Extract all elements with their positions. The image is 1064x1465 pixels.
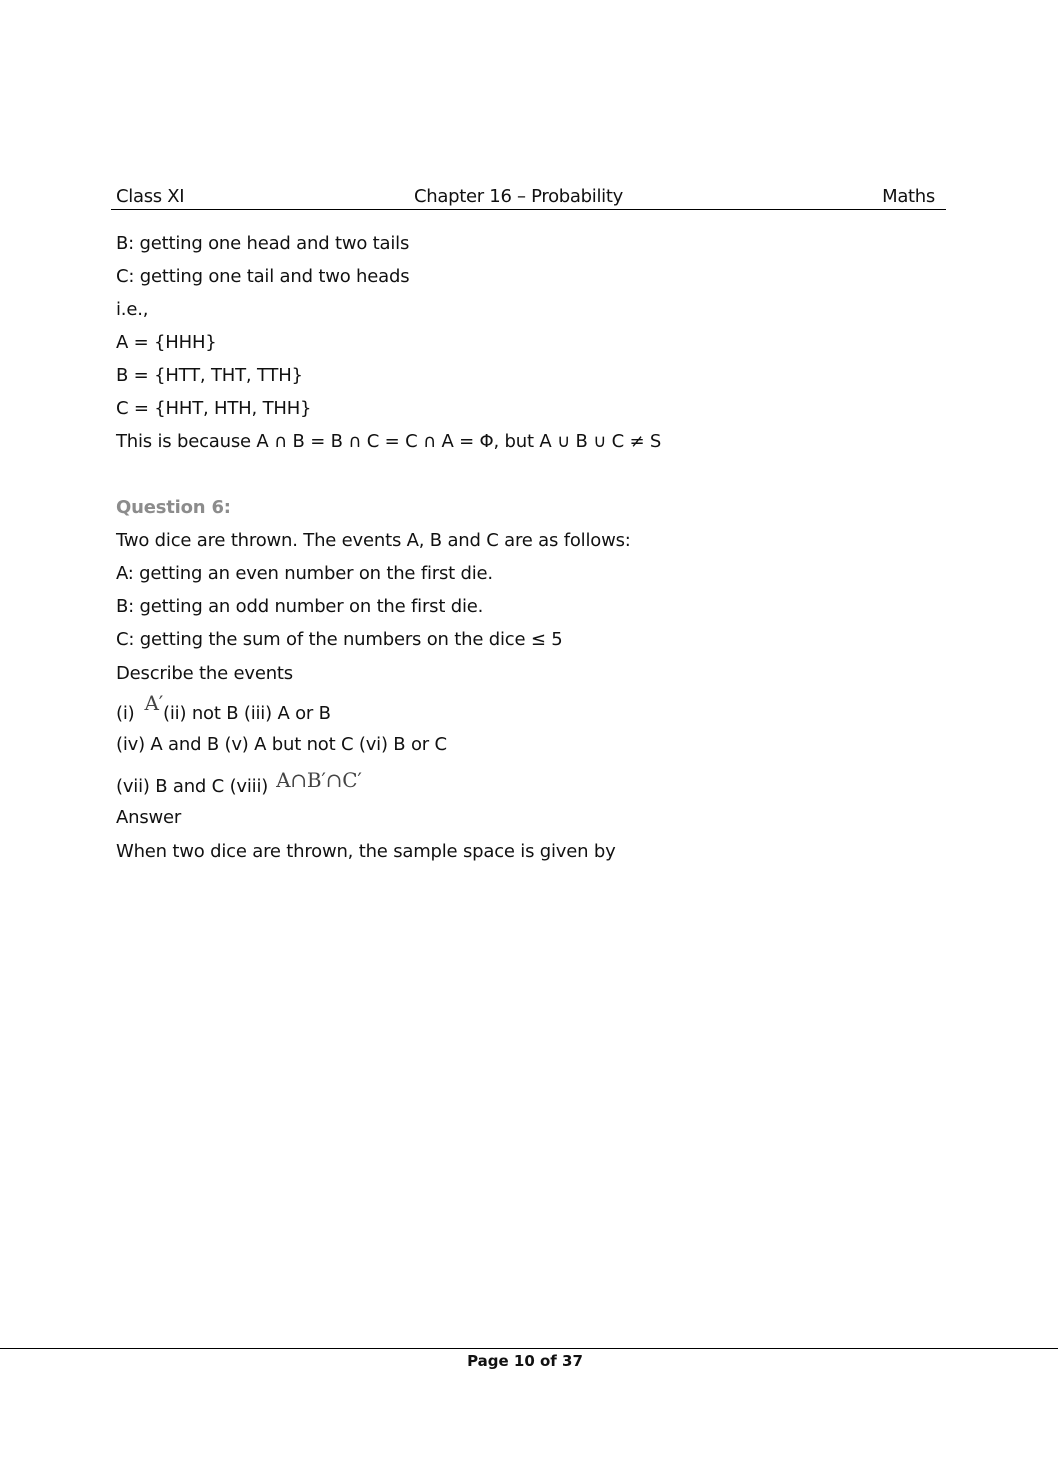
text-line: C: getting one tail and two heads xyxy=(116,266,410,287)
text-line: This is because A ∩ B = B ∩ C = C ∩ A = Φ, but A ∪ B ∪ C ≠ S xyxy=(116,431,662,452)
question-heading: Question 6: xyxy=(116,497,231,518)
header-subject: Maths xyxy=(882,186,935,207)
page-number: Page 10 of 37 xyxy=(467,1352,583,1370)
question-parts-line-1 xyxy=(116,691,331,725)
footer-divider xyxy=(0,1348,1058,1349)
question-line: Describe the events xyxy=(116,663,293,684)
question-line: Two dice are thrown. The events A, B and C are as follows: xyxy=(116,530,631,551)
part-text: (ii) not B (iii) A or B xyxy=(163,703,331,724)
set-a: A = {HHH} xyxy=(116,332,217,353)
math-intersection: A∩B′∩C′ xyxy=(276,768,362,792)
page-header xyxy=(111,185,946,210)
question-line: C: getting the sum of the numbers on the dice ≤ 5 xyxy=(116,629,563,650)
question-line: A: getting an even number on the first die. xyxy=(116,563,493,584)
set-b: B = {HTT, THT, TTH} xyxy=(116,365,303,386)
question-parts-line-3 xyxy=(116,768,362,798)
question-line: B: getting an odd number on the first die. xyxy=(116,596,484,617)
text-line: i.e., xyxy=(116,299,149,320)
math-a-complement: A′ xyxy=(144,691,164,715)
part-label: (i) xyxy=(116,703,135,724)
question-parts-line-2: (iv) A and B (v) A but not C (vi) B or C xyxy=(116,734,447,755)
header-class: Class XI xyxy=(116,186,185,207)
header-chapter: Chapter 16 – Probability xyxy=(414,186,623,207)
text-line: B: getting one head and two tails xyxy=(116,233,410,254)
answer-label: Answer xyxy=(116,807,182,828)
part-text: (vii) B and C (viii) xyxy=(116,776,269,797)
answer-line: When two dice are thrown, the sample space is given by xyxy=(116,841,616,862)
set-c: C = {HHT, HTH, THH} xyxy=(116,398,312,419)
